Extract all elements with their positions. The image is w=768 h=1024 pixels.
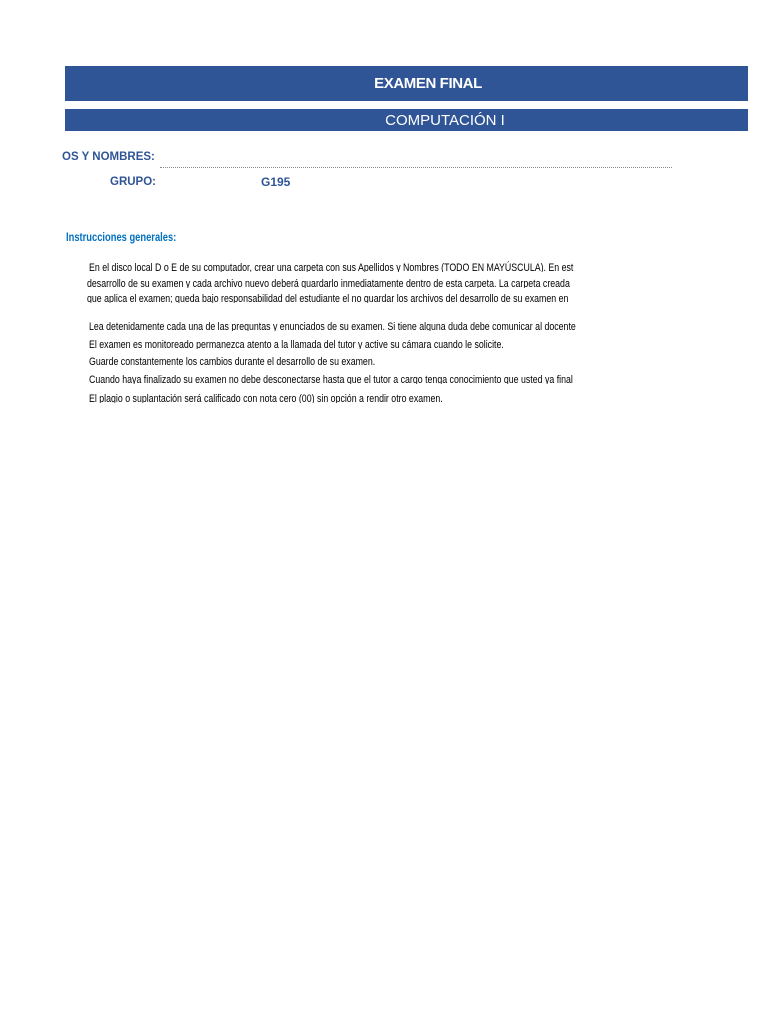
instruction-item	[89, 335, 673, 349]
instruction-item-text: El examen es monitoreado permanezca atento a la llamada del tutor y active su cámara cuando le solicite.	[89, 339, 504, 349]
exam-title: EXAMEN FINAL	[374, 75, 482, 92]
course-name: COMPUTACIÓN I	[385, 111, 505, 129]
instructions-paragraph-line	[89, 258, 673, 272]
instruction-item	[89, 389, 673, 403]
paragraph-text: En el disco local D o E de su computador, crear una carpeta con sus Apellidos y Nombres (TODO EN MAYÚSCULA). En est	[89, 262, 574, 272]
instruction-item-text: El plagio o suplantación será calificado con nota cero (00) sin opción a rendir otro examen.	[89, 393, 443, 403]
paragraph-text: que aplica el examen; queda bajo responsabilidad del estudiante el no guardar los archivos del desarrollo de su examen en	[87, 293, 569, 303]
instructions-paragraph-line	[87, 274, 673, 288]
instruction-item-text: Lea detenidamente cada una de las preguntas y enunciados de su examen. Si tiene alguna duda debe comunicar al docente	[89, 321, 576, 331]
paragraph-text: desarrollo de su examen y cada archivo nuevo deberá guardarlo inmediatamente dentro de esta carpeta. La carpeta creada	[87, 278, 570, 288]
student-name-line	[160, 167, 672, 168]
instruction-item-text: Cuando haya finalizado su examen no debe desconectarse hasta que el tutor a cargo tenga conocimiento que usted ya final	[89, 374, 573, 384]
exam-title-banner	[65, 66, 748, 101]
group-value: G195	[261, 175, 291, 189]
instructions-heading: Instrucciones generales:	[66, 230, 177, 244]
student-name-label: OS Y NOMBRES:	[62, 151, 155, 163]
instruction-item	[89, 370, 673, 384]
group-label: GRUPO:	[110, 176, 156, 188]
instructions-paragraph-line	[87, 289, 673, 303]
course-banner	[65, 109, 748, 131]
instruction-item-text: Guarde constantemente los cambios durante el desarrollo de su examen.	[89, 356, 376, 366]
instruction-item	[89, 317, 673, 331]
instruction-item	[89, 352, 673, 366]
